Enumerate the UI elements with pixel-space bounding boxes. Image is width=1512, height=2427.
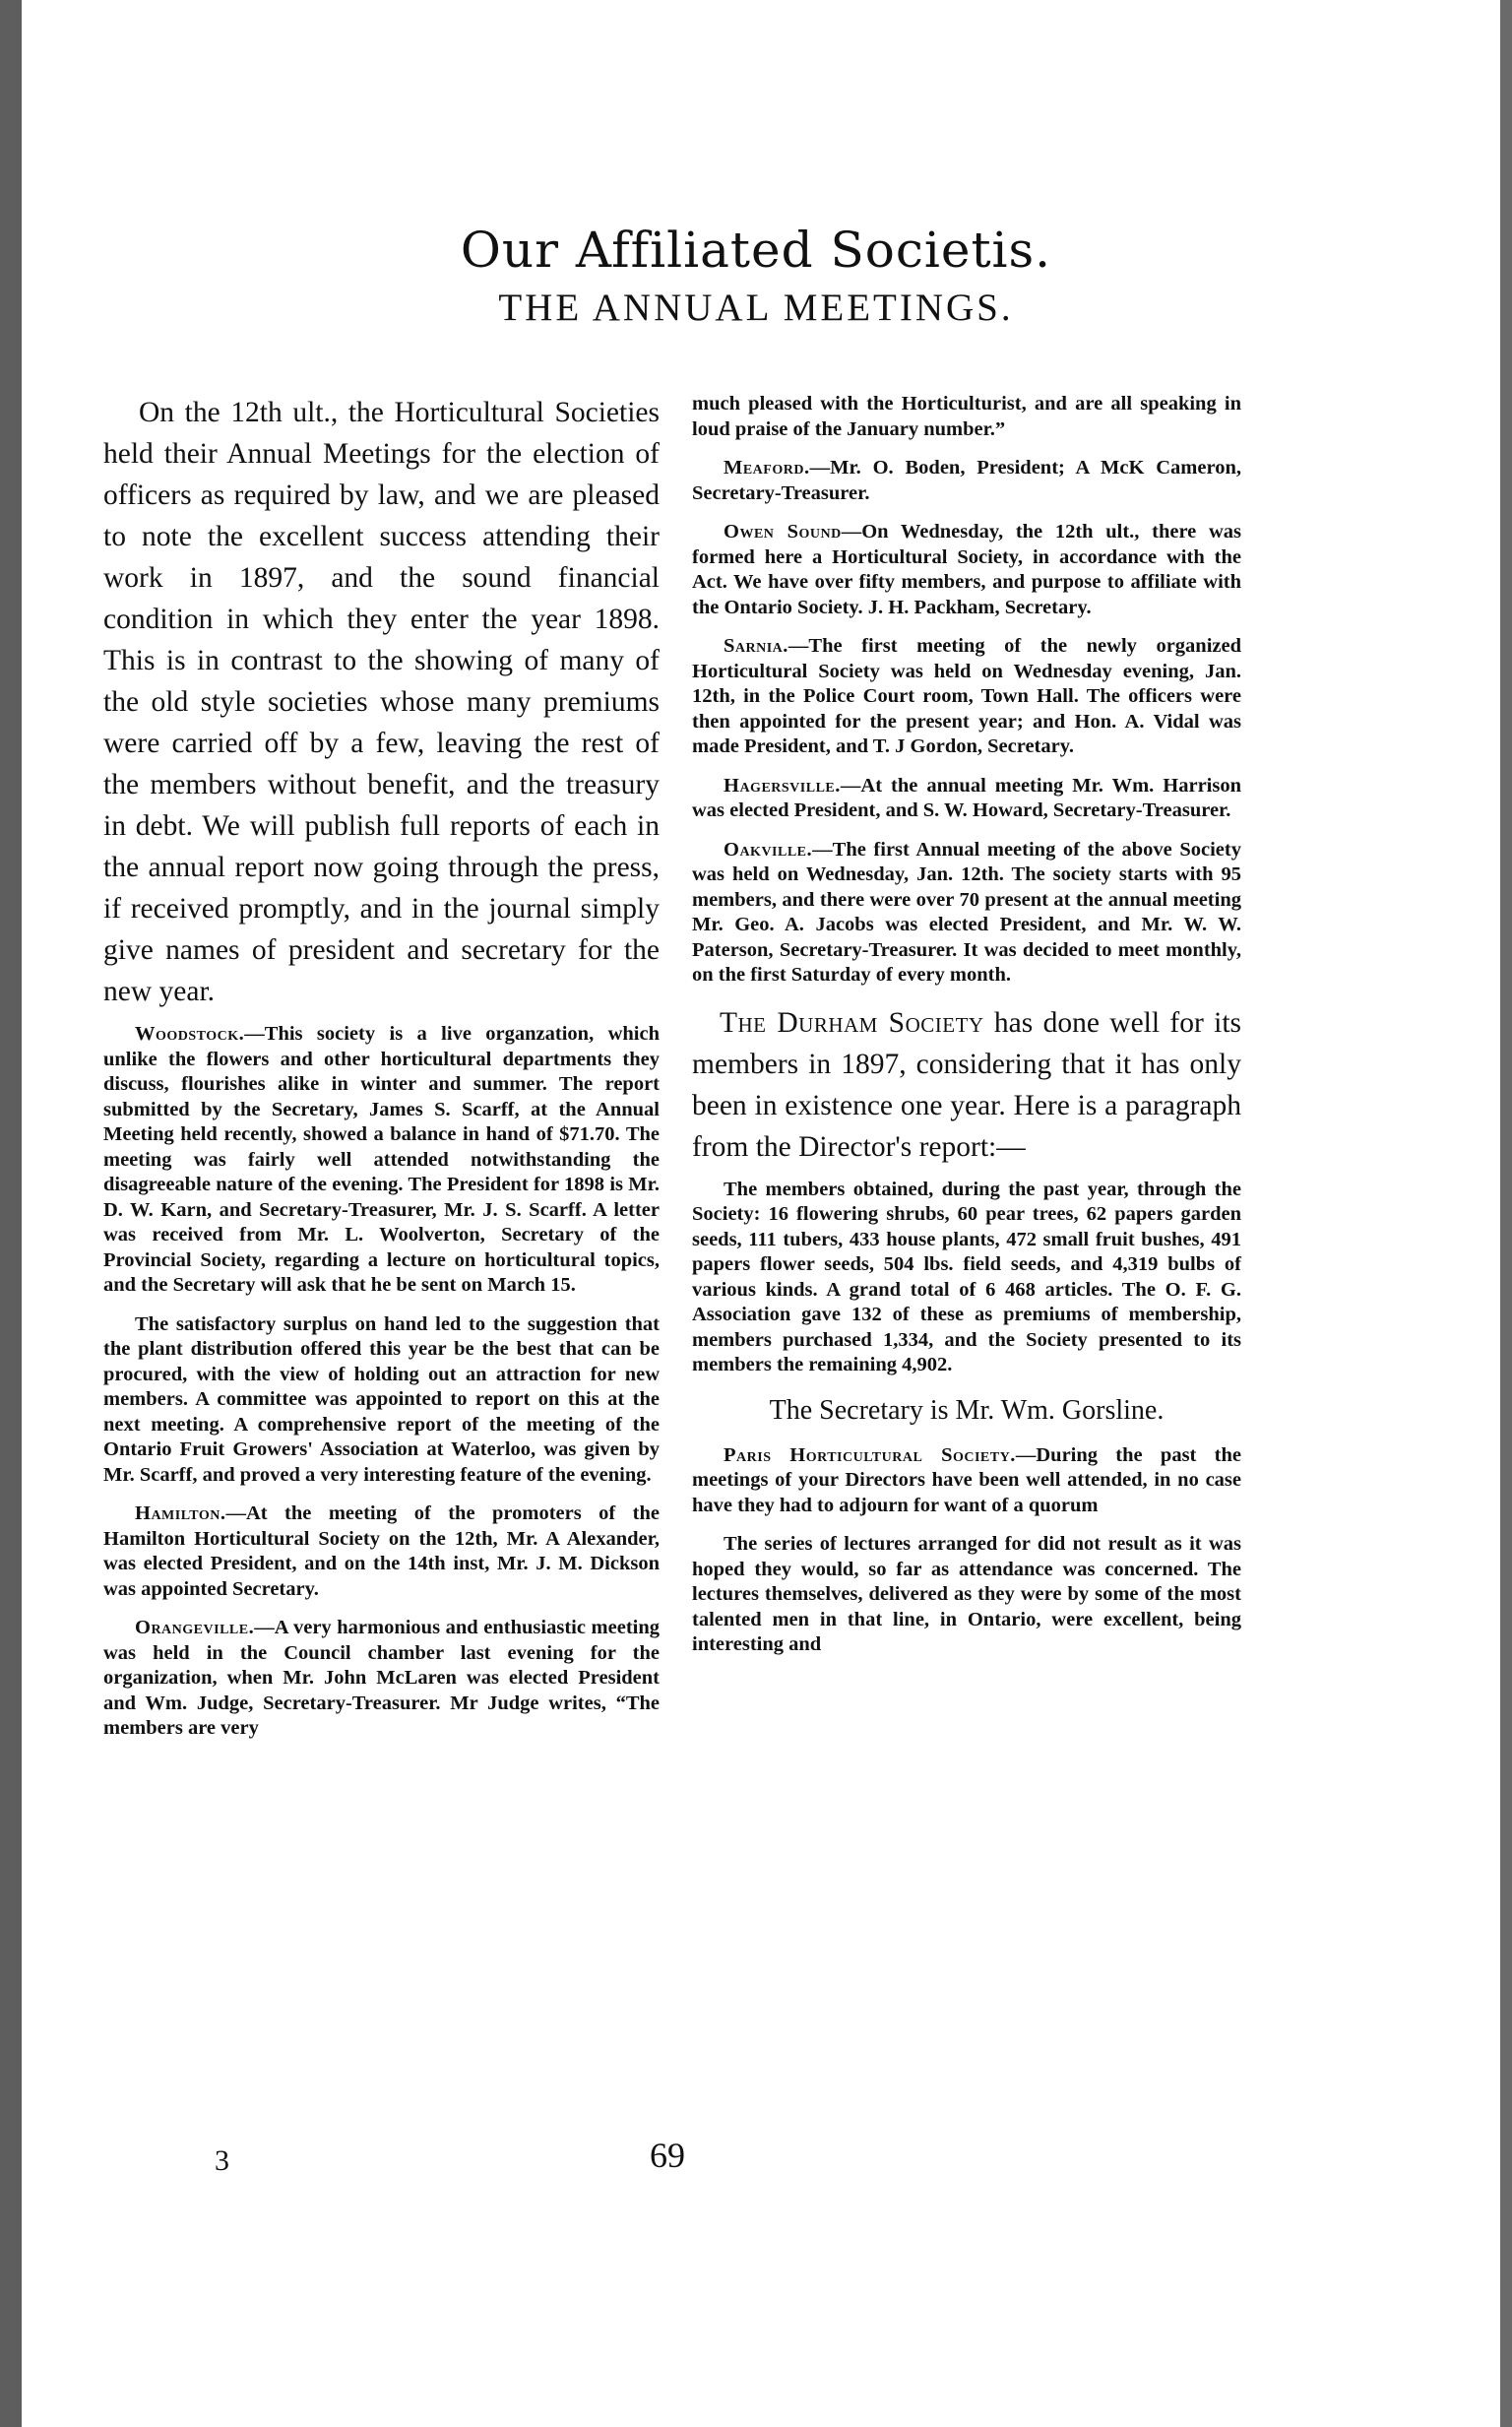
secretary-line: The Secretary is Mr. Wm. Gorsline. <box>769 1394 1165 1426</box>
durham-name: The Durham Society <box>720 1006 984 1039</box>
meaford-report <box>692 456 1241 506</box>
orangeville-continuation: much pleased with the Horticulturist, and are all speaking in loud praise of the January number.” <box>692 393 1241 440</box>
oakville-report <box>692 838 1241 989</box>
paris-text: —During the past the meetings of your Directors have been well attended, in no case have they had to adjourn for want of a quorum <box>692 1443 1242 1516</box>
woodstock-report <box>103 1022 660 1299</box>
section-title: THE ANNUAL MEETINGS. <box>498 287 1014 329</box>
owen-sound-report <box>692 520 1241 620</box>
oakville-text: —The first Annual meeting of the above Society was held on Wednesday, Jan. 12th. The society starts with 95 members, and there were over 70 present at the annual meeting Mr. Geo. A. Jacobs was elected President, and Mr. W. W. Paterson, Secretary-Treasurer. It was decided to meet monthly, on the first Saturday of every month. <box>692 838 1241 986</box>
hagersville-text: —At the annual meeting Mr. Wm. Harrison was elected President, and S. W. Howard, Secretary-Treasurer. <box>692 774 1241 821</box>
durham-quote: The members obtained, during the past year, through the Society: 16 flowering shrubs, 60 pear trees, 62 papers garden seeds, 111 tubers, 433 house plants, 472 small fruit bushes, 491 papers flower seeds, 504 lbs. field seeds, and 4,319 bulbs of various kinds. A grand total of 6 468 articles. The O. F. G. Association gave 132 of these as premiums of membership, members purchased 1,334, and the Society presented to its members the remaining 4,902. <box>692 1178 1241 1375</box>
hamilton-report <box>103 1501 660 1602</box>
owen-sound-text: —On Wednesday, the 12th ult., there was formed here a Horticultural Society, in accordance with the Act. We have over fifty members, and purpose to affiliate with the Ontario Society. J. H. Packham, Secretary. <box>692 521 1242 618</box>
scan-edge-left <box>0 0 22 2427</box>
hamilton-name: Hamilton. <box>135 1502 226 1524</box>
sarnia-report <box>692 634 1241 760</box>
orangeville-report <box>103 1616 660 1742</box>
right-column <box>692 392 1241 1672</box>
hagersville-name: Hagersville. <box>724 774 841 797</box>
page-heading: Our Affiliated Societis. <box>460 222 1052 279</box>
left-column <box>103 392 660 1756</box>
paris-report-continued: The series of lectures arranged for did not result as it was hoped they would, so far as attendance was concerned. The lectures themselves, delivered as they were by some of the most talented men in that line, in Ontario, were excellent, being interesting and <box>692 1533 1241 1655</box>
woodstock-name: Woodstock. <box>135 1023 245 1045</box>
sarnia-text: —The first meeting of the newly organized Horticultural Society was held on Wednesday evening, Jan. 12th, in the Police Court room, Town Hall. The officers were then appointed for the present year; and Hon. A. Vidal was made President, and T. J Gordon, Secretary. <box>692 635 1241 757</box>
hagersville-report <box>692 774 1241 824</box>
durham-paragraph <box>692 1002 1241 1168</box>
hamilton-text: —At the meeting of the promoters of the Hamilton Horticultural Society on the 12th, Mr. A Alexander, was elected President, and on the 14th inst, Mr. J. M. Dickson was appointed Secretary. <box>103 1502 660 1600</box>
meaford-text: —Mr. O. Boden, President; A McK Cameron, Secretary-Treasurer. <box>692 457 1241 504</box>
page-number: 69 <box>650 2136 685 2175</box>
signature-mark: 3 <box>215 2144 229 2177</box>
woodstock-report-continued: The satisfactory surplus on hand led to the suggestion that the plant distribution offered this year be the best that can be procured, with the view of holding out an attraction for new members. A committee was appointed to report on this at the next meeting. A comprehensive report of the meeting of the Ontario Fruit Growers' Association at Waterloo, was given by Mr. Scarff, and proved a very interesting feature of the evening. <box>103 1312 660 1486</box>
oakville-name: Oakville. <box>724 838 813 861</box>
scan-edge-right <box>1500 0 1512 2427</box>
paris-name: Paris Horticultural Society. <box>724 1443 1016 1466</box>
owen-sound-name: Owen Sound <box>724 521 842 543</box>
orangeville-text: —A very harmonious and enthusiastic meeting was held in the Council chamber last evening for the organization, when Mr. John McLaren was elected President and Wm. Judge, Secretary-Treasurer. Mr Judge writes, “The members are very <box>103 1617 660 1739</box>
orangeville-name: Orangeville. <box>135 1617 255 1638</box>
woodstock-text: —This society is a live organzation, which unlike the flowers and other horticultural departments they discuss, flourishes alike in winter and summer. The report submitted by the Secretary, James S. Scarff, at the Annual Meeting held recently, showed a balance in hand of $71.70. The meeting was fairly well attended notwithstanding the disagreeable nature of the evening. The President for 1898 is Mr. D. W. Karn, and Secretary-Treasurer, Mr. J. S. Scarff. A letter was received from Mr. L. Woolverton, Secretary of the Provincial Society, regarding a lecture on horticultural topics, and the Secretary will ask that he be sent on March 15. <box>103 1023 660 1296</box>
paris-report <box>692 1443 1241 1519</box>
durham-text: has done well for its members in 1897, considering that it has only been in existence one year. Here is a paragraph from the Director's report:— <box>692 1006 1242 1163</box>
sarnia-name: Sarnia. <box>724 635 788 657</box>
intro-paragraph: On the 12th ult., the Horticultural Societies held their Annual Meetings for the election of officers as required by law, and we are pleased to note the excellent success attending their work in 1897, and the sound financial condition in which they enter the year 1898. This is in contrast to the showing of many of the old style societies whose many premiums were carried off by a few, leaving the rest of the members without benefit, and the treasury in debt. We will publish full reports of each in the annual report now going through the press, if received promptly, and in the journal simply give names of president and secretary for the new year. <box>103 397 660 1007</box>
meaford-name: Meaford. <box>724 457 810 479</box>
